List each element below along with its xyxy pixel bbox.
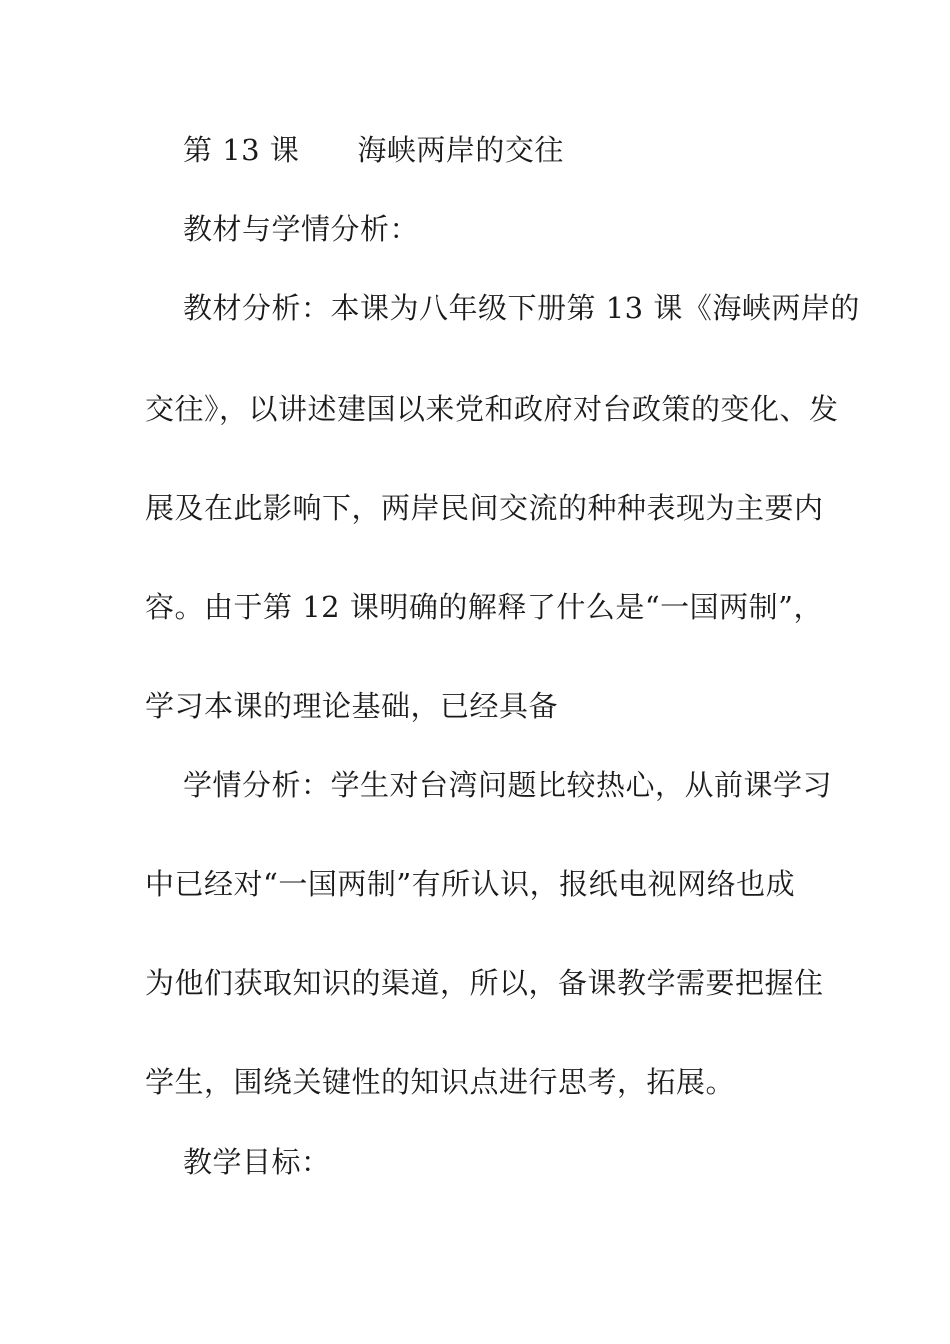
student-analysis-line-4: 学生，围绕关键性的知识点进行思考，拓展。	[145, 1065, 736, 1099]
textbook-analysis-line-5: 学习本课的理论基础，已经具备	[145, 689, 559, 723]
textbook-analysis-line-4: 容。由于第 12 课明确的解释了什么是“一国两制”，	[145, 590, 823, 624]
student-analysis-line-3: 为他们获取知识的渠道，所以，备课教学需要把握住	[145, 966, 824, 1000]
goals-heading: 教学目标：	[183, 1145, 331, 1179]
student-analysis-line-1: 学情分析：学生对台湾问题比较热心，从前课学习	[183, 768, 833, 802]
analysis-heading: 教材与学情分析：	[183, 212, 420, 246]
lesson-name: 海峡两岸的交往	[357, 133, 564, 167]
lesson-number: 第 13 课	[183, 133, 300, 167]
lesson-title	[183, 130, 853, 170]
textbook-analysis-line-2: 交往》，以讲述建国以来党和政府对台政策的变化、发	[145, 392, 839, 426]
textbook-analysis-line-1: 教材分析：本课为八年级下册第 13 课《海峡两岸的	[183, 291, 860, 325]
student-analysis-line-2: 中已经对“一国两制”有所认识，报纸电视网络也成	[145, 867, 796, 901]
textbook-analysis-line-3: 展及在此影响下，两岸民间交流的种种表现为主要内	[145, 491, 824, 525]
